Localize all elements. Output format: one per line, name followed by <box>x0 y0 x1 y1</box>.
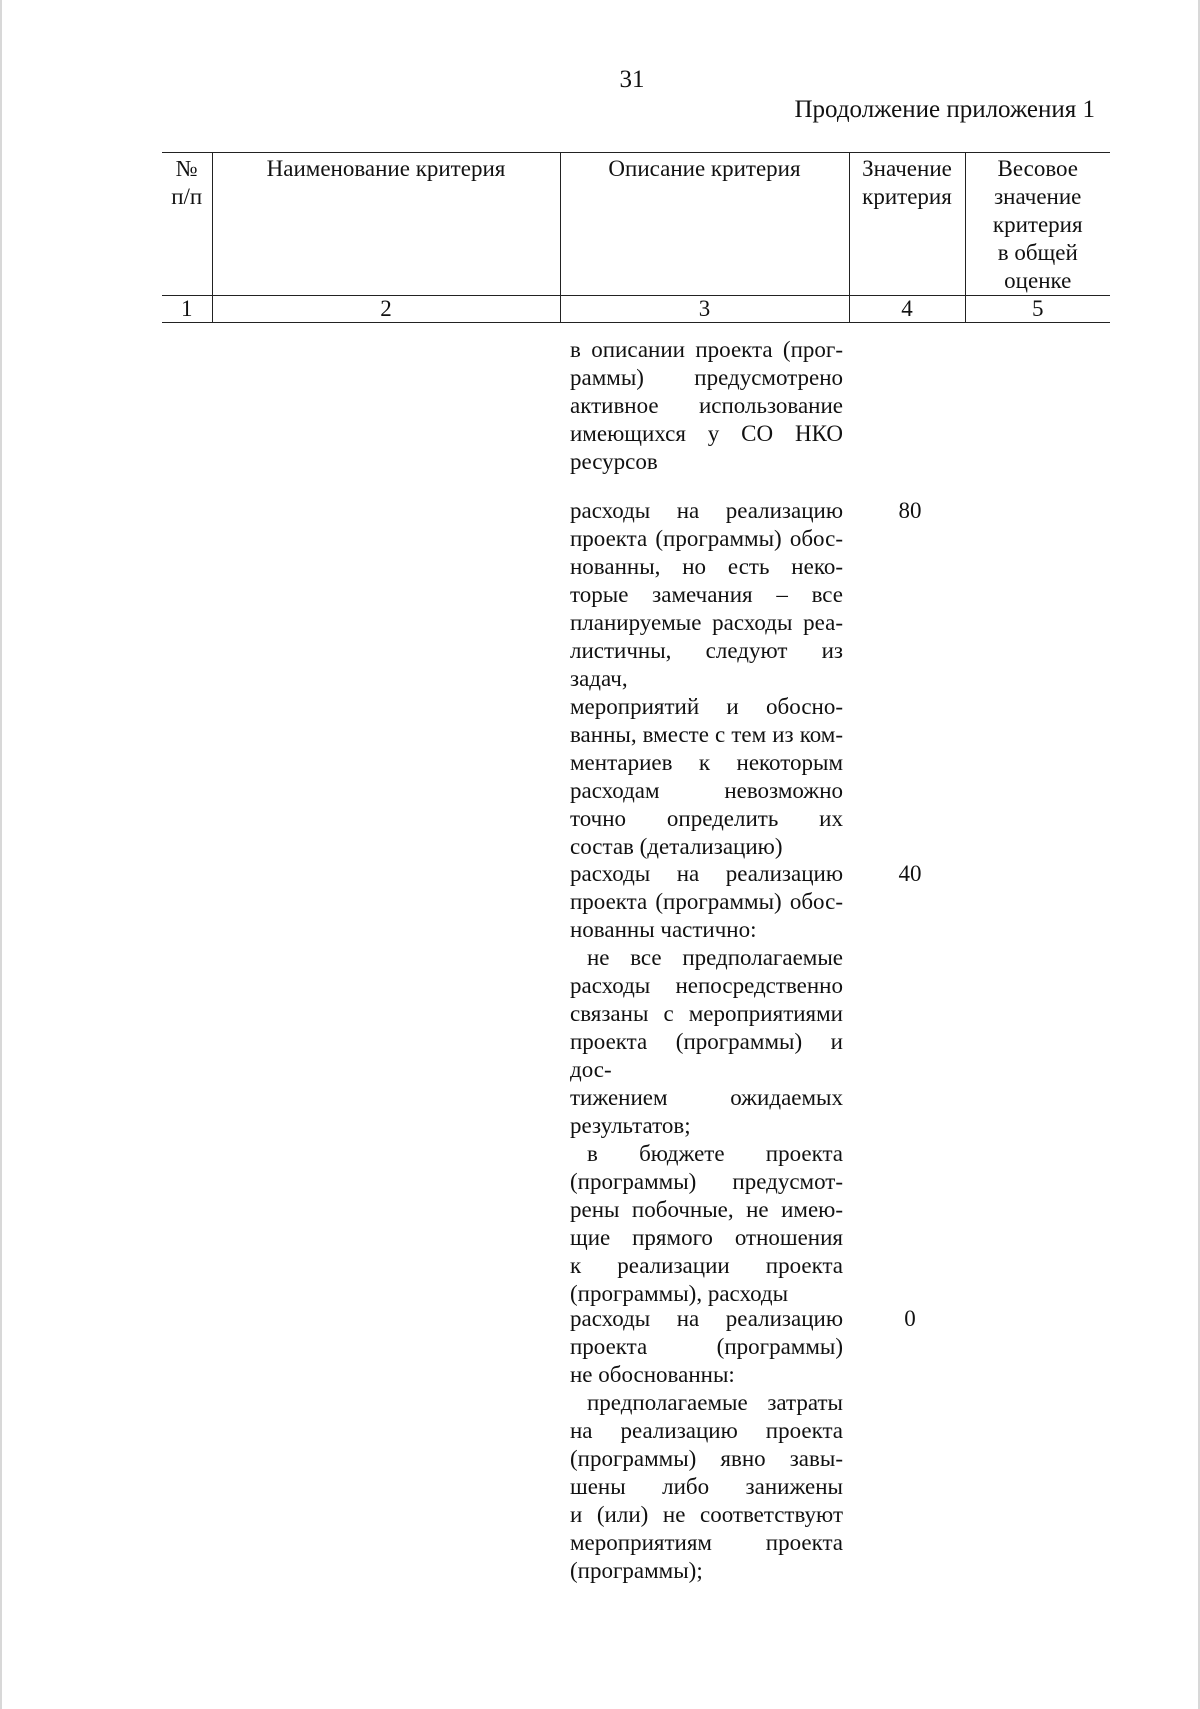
description-line: расходы на реализацию <box>570 1306 843 1331</box>
description-line: не все предполагаемые <box>587 945 843 970</box>
description-line: точно определить их <box>570 806 843 831</box>
description-line: проекта (программы) обос- <box>570 889 843 914</box>
column-number: 5 <box>965 296 1110 323</box>
description-line: (программы); <box>570 1558 703 1583</box>
description-line: в описании проекта (прог- <box>570 337 843 362</box>
column-number: 4 <box>849 296 965 323</box>
column-number: 3 <box>560 296 849 323</box>
header-line: оценке <box>1004 268 1072 293</box>
scan-edge-left <box>0 0 2 1709</box>
description-line: к реализации проекта <box>570 1253 843 1278</box>
criteria-table <box>162 152 1110 323</box>
description-line: расходы на реализацию <box>570 498 843 523</box>
header-line: Значение <box>862 156 952 181</box>
description-line: проекта (программы) и дос- <box>570 1029 843 1082</box>
continuation-note: Продолжение приложения 1 <box>794 96 1095 123</box>
description-line: и (или) не соответствуют <box>570 1502 843 1527</box>
description-line: связаны с мероприятиями <box>570 1001 843 1026</box>
description-line: ресурсов <box>570 449 658 474</box>
description-line: не обоснованны: <box>570 1362 735 1387</box>
description-line: проекта (программы) обос- <box>570 526 843 551</box>
page-number: 31 <box>619 66 645 93</box>
header-line: критерия <box>992 212 1083 237</box>
description-line: активное использование <box>570 393 843 418</box>
description-line: мероприятий и обосно- <box>570 694 843 719</box>
criterion-description <box>570 860 843 1308</box>
header-criterion-name <box>212 153 560 296</box>
criterion-description <box>570 336 843 476</box>
description-line: проекта (программы) <box>570 1334 843 1359</box>
header-criterion-value <box>849 153 965 296</box>
description-line: рены побочные, не имею- <box>570 1197 843 1222</box>
description-line: (программы), расходы <box>570 1281 789 1306</box>
description-line: планируемые расходы реа- <box>570 610 843 635</box>
header-line: Весовое <box>997 156 1079 181</box>
header-line: Описание критерия <box>608 156 801 181</box>
header-line: № <box>175 156 198 181</box>
description-line: мероприятиям проекта <box>570 1530 843 1555</box>
description-line: щие прямого отношения <box>570 1225 843 1250</box>
header-line: п/п <box>171 184 203 209</box>
column-number: 1 <box>162 296 212 323</box>
column-numbers-row <box>162 296 1110 323</box>
header-line: критерия <box>862 184 952 209</box>
description-line: (программы) предусмот- <box>570 1169 843 1194</box>
header-line: Наименование критерия <box>266 156 506 181</box>
criterion-value: 0 <box>904 1306 916 1331</box>
header-line: в общей <box>997 240 1078 265</box>
description-line: торые замечания – все <box>570 582 843 607</box>
criterion-description <box>570 1305 843 1585</box>
description-line: расходы на реализацию <box>570 861 843 886</box>
description-line: результатов; <box>570 1113 691 1138</box>
description-line: предполагаемые затраты <box>587 1390 843 1415</box>
description-line: расходы непосредственно <box>570 973 843 998</box>
description-line: нованны, но есть неко- <box>570 554 843 579</box>
header-weight-value <box>965 153 1110 296</box>
description-line: ванны, вместе с тем из ком- <box>570 722 843 747</box>
description-line: на реализацию проекта <box>570 1418 843 1443</box>
description-line: шены либо занижены <box>570 1474 843 1499</box>
description-line: расходам невозможно <box>570 778 843 803</box>
description-line: ментариев к некоторым <box>570 750 843 775</box>
description-line: в бюджете проекта <box>587 1141 843 1166</box>
criterion-value: 80 <box>898 498 922 523</box>
description-line: раммы) предусмотрено <box>570 365 843 390</box>
criterion-value: 40 <box>898 861 922 886</box>
column-number: 2 <box>212 296 560 323</box>
header-number <box>162 153 212 296</box>
header-line: значение <box>994 184 1082 209</box>
description-line: листичны, следуют из задач, <box>570 638 843 691</box>
table-header-row <box>162 153 1110 296</box>
description-line: имеющихся у СО НКО <box>570 421 843 446</box>
description-line: тижением ожидаемых <box>570 1085 843 1110</box>
criterion-description <box>570 497 843 861</box>
header-criterion-description <box>560 153 849 296</box>
description-line: (программы) явно завы- <box>570 1446 843 1471</box>
description-line: состав (детализацию) <box>570 834 783 859</box>
description-line: нованны частично: <box>570 917 757 942</box>
